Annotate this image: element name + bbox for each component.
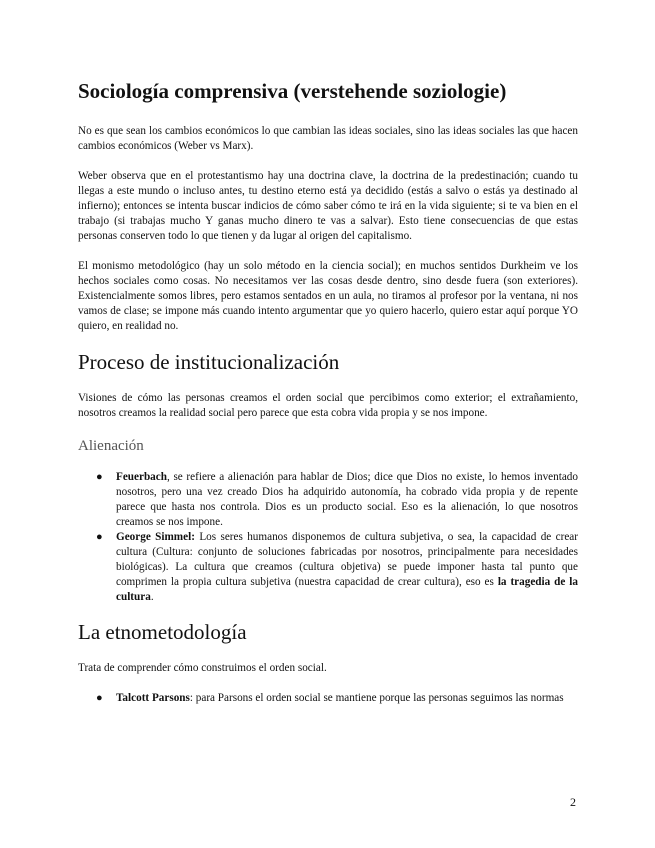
bullet-icon: ● <box>96 471 103 483</box>
heading-etnometodologia: La etnometodología <box>78 620 247 644</box>
paragraph-weber-marx: No es que sean los cambios económicos lo que cambian las ideas sociales, sino las ideas sociales las que hacen cambios económicos (Weber vs Marx). <box>78 125 578 152</box>
text-simmel: Los seres humanos disponemos de cultura subjetiva, o sea, la capacidad de crear cultura (Cultura: conjunto de soluciones fabricadas por nosotros, principalmente para necesidades biológicas). La cultura que creamos (cultura objetiva) se puede imponer hasta tal punto que comprimen la propia cultura subjetiva (nuestra capacidad de crear cultura), eso es <box>116 531 578 588</box>
paragraph-visiones: Visiones de cómo las personas creamos el orden social que percibimos como exterior; el extrañamiento, nosotros creamos la realidad social pero parece que esta cobra vida propia y se nos impone. <box>78 392 578 419</box>
term-parsons: Talcott Parsons <box>116 692 190 704</box>
bullet-icon: ● <box>96 531 103 543</box>
term-tragedia: la tragedia de la cultura <box>116 576 578 603</box>
heading-sociologia-comprensiva: Sociología comprensiva (verstehende soziologie) <box>78 79 507 103</box>
etnometodologia-list <box>78 691 578 706</box>
text-parsons: : para Parsons el orden social se mantiene porque las personas seguimos las normas <box>189 692 564 704</box>
list-item-parsons <box>96 691 578 706</box>
text-feuerbach: , se refiere a alienación para hablar de Dios; dice que Dios no existe, lo hemos inventado nosotros, pero una vez creado Dios ha adquirido autonomía, ha cobrado vida propia y de repente parece que hasta nos controla. Dios es un producto social. Eso es la alienación, lo que nosotros creamos se nos impone. <box>116 471 578 528</box>
term-feuerbach: Feuerbach <box>116 471 167 483</box>
paragraph-predestinacion: Weber observa que en el protestantismo hay una doctrina clave, la doctrina de la predestinación; cuando tu llegas a este mundo o incluso antes, tu destino eterno está ya decidido (estás a salvo o estás ya destinado al infierno); entonces se intenta buscar indicios de cómo saber cómo te irá en la vida siguiente; si te va bien en el trabajo (si trabajas mucho Y ganas mucho dinero te vas a salvar). Esto tiene consecuencias de que estas personas conserven todo lo que tienen y da lugar al origen del capitalismo. <box>78 170 578 242</box>
heading-alienacion: Alienación <box>78 438 144 454</box>
list-item-feuerbach <box>96 470 578 530</box>
paragraph-monismo: El monismo metodológico (hay un solo método en la ciencia social); en muchos sentidos Durkheim ve los hechos sociales como cosas. No necesitamos ver las cosas desde dentro, sino desde fuera (son exteriores). Existencialmente somos libres, pero estamos sentados en un aula, no tiramos al profesor por la ventana, ni nos vamos de clase; se impone más cuando intento argumentar que yo quiero hacerlo, quiero estar aquí porque YO quiero, en realidad no. <box>78 260 578 332</box>
term-simmel: George Simmel: <box>116 531 195 543</box>
paragraph-orden-social: Trata de comprender cómo construimos el orden social. <box>78 662 327 674</box>
heading-institucionalizacion: Proceso de institucionalización <box>78 350 340 374</box>
alienacion-list <box>78 470 578 605</box>
page-number: 2 <box>570 795 576 809</box>
bullet-icon: ● <box>96 692 103 704</box>
text-simmel-end: . <box>150 591 154 603</box>
document-page <box>78 78 578 720</box>
list-item-simmel <box>96 530 578 605</box>
